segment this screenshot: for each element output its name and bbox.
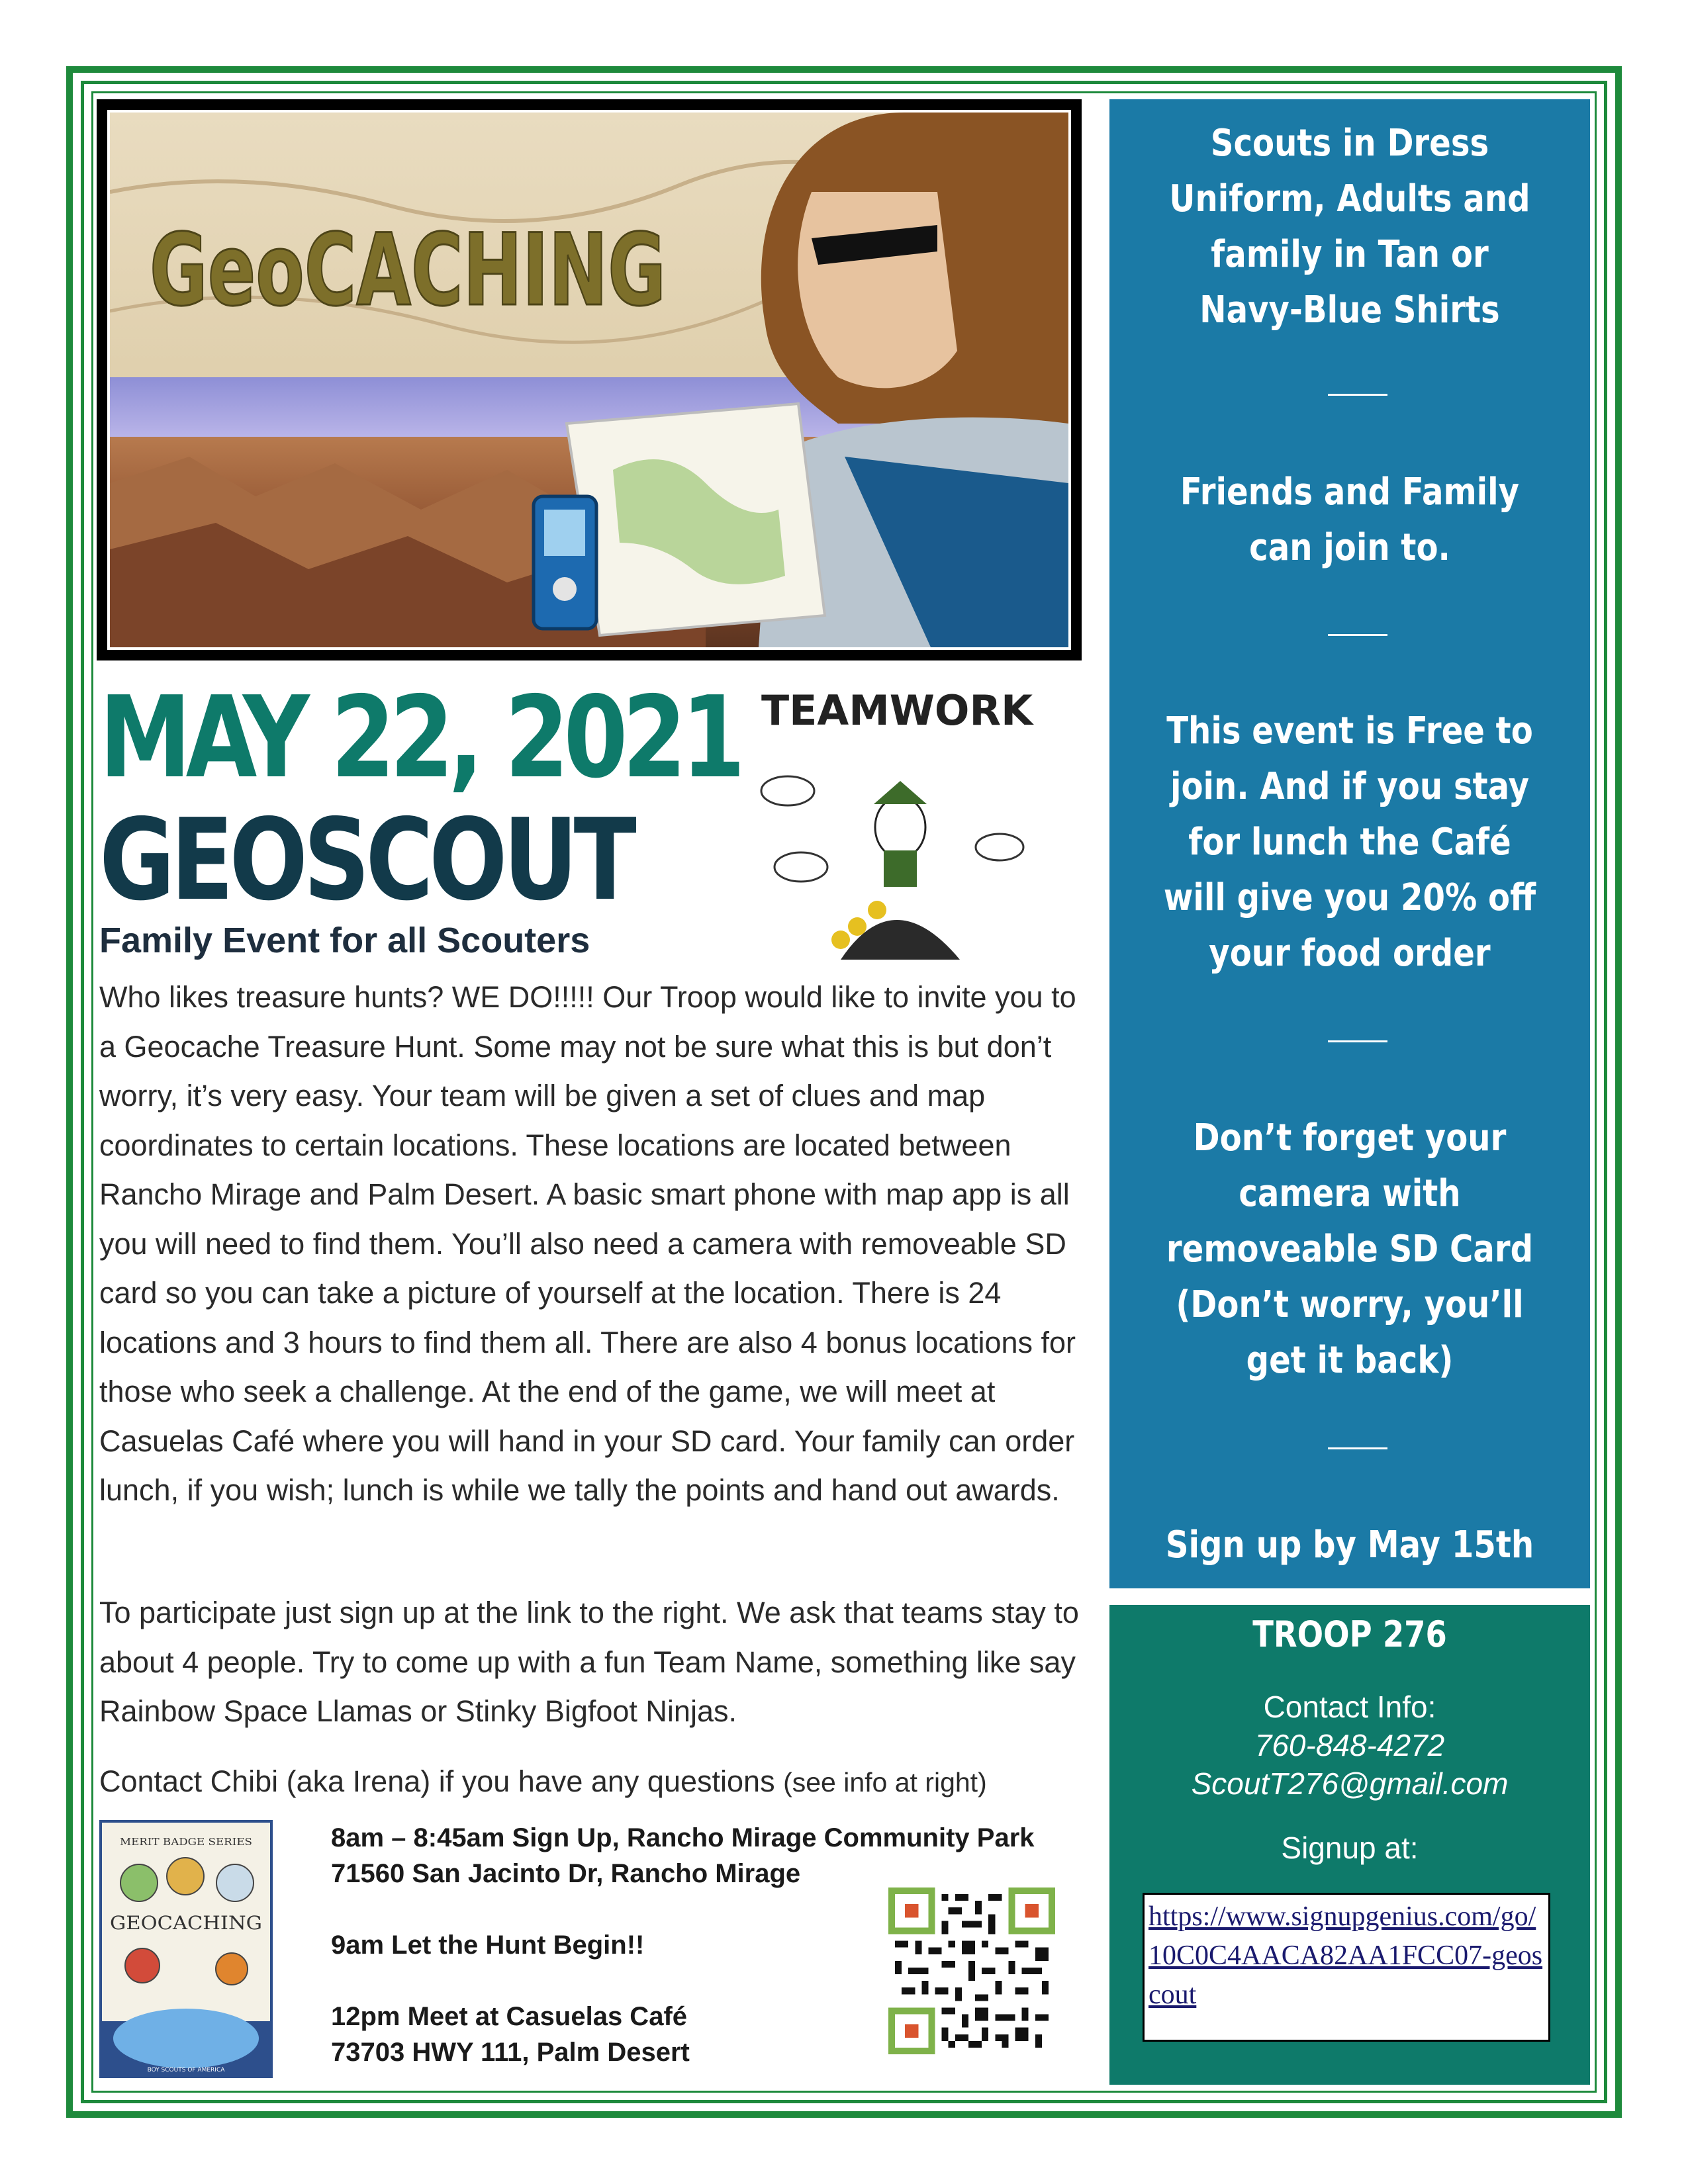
signup-qr-code[interactable] — [888, 1888, 1055, 2054]
merit-badge-book-image — [99, 1820, 273, 2078]
signup-deadline: Sign up by May 15th — [1165, 1524, 1534, 1567]
teamwork-label: TEAMWORK — [761, 686, 1034, 735]
schedule-lunch-meet: 12pm Meet at Casuelas Café — [331, 2002, 688, 2031]
signup-paragraph: To participate just sign up at the link to the right. We ask that teams stay to about 4 people. Try to come up with a fun Team Name, something like say Rainbow Space Llamas or Stinky Bigfoot Ninjas. — [99, 1596, 1079, 1728]
sidebar-divider — [1328, 634, 1387, 636]
contact-paragraph — [99, 1757, 1099, 1807]
contact-info-label: Contact Info: — [1263, 1690, 1436, 1724]
contact-email[interactable]: ScoutT276@gmail.com — [1191, 1766, 1509, 1801]
event-subtitle: Family Event for all Scouters — [99, 921, 590, 960]
contact-paragraph-note: (see info at right) — [783, 1767, 987, 1797]
camera-reminder-note: Don’t forget your camera with removeable SD Card (Don’t worry, you’ll get it back) — [1166, 1116, 1534, 1382]
troop-name: TROOP 276 — [1252, 1614, 1447, 1655]
sidebar-divider — [1328, 1447, 1387, 1449]
badge-book-footer: BOY SCOUTS OF AMERICA — [147, 2067, 225, 2073]
sidebar-divider — [1328, 394, 1387, 396]
contact-phone[interactable]: 760-848-4272 — [1254, 1728, 1445, 1762]
signup-link[interactable]: https://www.signupgenius.com/go/10C0C4AACA82AA1FCC07-geoscout — [1143, 1893, 1550, 2042]
contact-box — [1109, 1605, 1590, 2085]
event-title: GEOSCOUT — [99, 795, 633, 926]
info-sidebar — [1109, 99, 1590, 1588]
badge-book-title: GEOCACHING — [110, 1912, 262, 1934]
schedule-signup-time: 8am – 8:45am Sign Up, Rancho Mirage Community Park — [331, 1823, 1035, 1852]
schedule-lunch-address: 73703 HWY 111, Palm Desert — [331, 2038, 690, 2067]
free-event-note: This event is Free to join. And if you stay for lunch the Café will give you 20% off your food order — [1163, 709, 1536, 975]
schedule-signup-address: 71560 San Jacinto Dr, Rancho Mirage — [331, 1859, 801, 1888]
signup-label: Signup at: — [1281, 1831, 1419, 1865]
geocaching-logo-text: GeoCACHING — [150, 213, 666, 328]
dress-code-note: Scouts in Dress Uniform, Adults and family in Tan or Navy-Blue Shirts — [1169, 122, 1530, 332]
geocaching-hero-image — [97, 99, 1082, 660]
event-date: MAY 22, 2021 — [99, 672, 740, 803]
friends-family-note: Friends and Family can join to. — [1180, 471, 1520, 569]
schedule-hunt-start: 9am Let the Hunt Begin!! — [331, 1931, 645, 1960]
badge-book-series: MERIT BADGE SERIES — [120, 1836, 252, 1848]
contact-info — [1109, 1688, 1590, 1803]
sidebar-divider — [1328, 1040, 1387, 1042]
contact-paragraph-main: Contact Chibi (aka Irena) if you have any questions — [99, 1764, 784, 1798]
teamwork-cartoon-image — [741, 668, 1046, 960]
intro-paragraph: Who likes treasure hunts? WE DO!!!!! Our Troop would like to invite you to a Geocache Treasure Hunt. Some may not be sure what this is but don’t worry, it’s very easy. Your team will be given a set of clues and map coordinates to certain locations. These locations are located between Rancho Mirage and Palm Desert. A basic smart phone with map app is all you will need to find them. You’ll also need a camera with removeable SD card so you can take a picture of yourself at the location. There is 24 locations and 3 hours to find them all. There are also 4 bonus locations for those who seek a challenge. At the end of the game, we will meet at Casuelas Café where you will hand in your SD card. Your family can order lunch, if you wish; lunch is while we tally the points and hand out awards. — [99, 980, 1076, 1507]
